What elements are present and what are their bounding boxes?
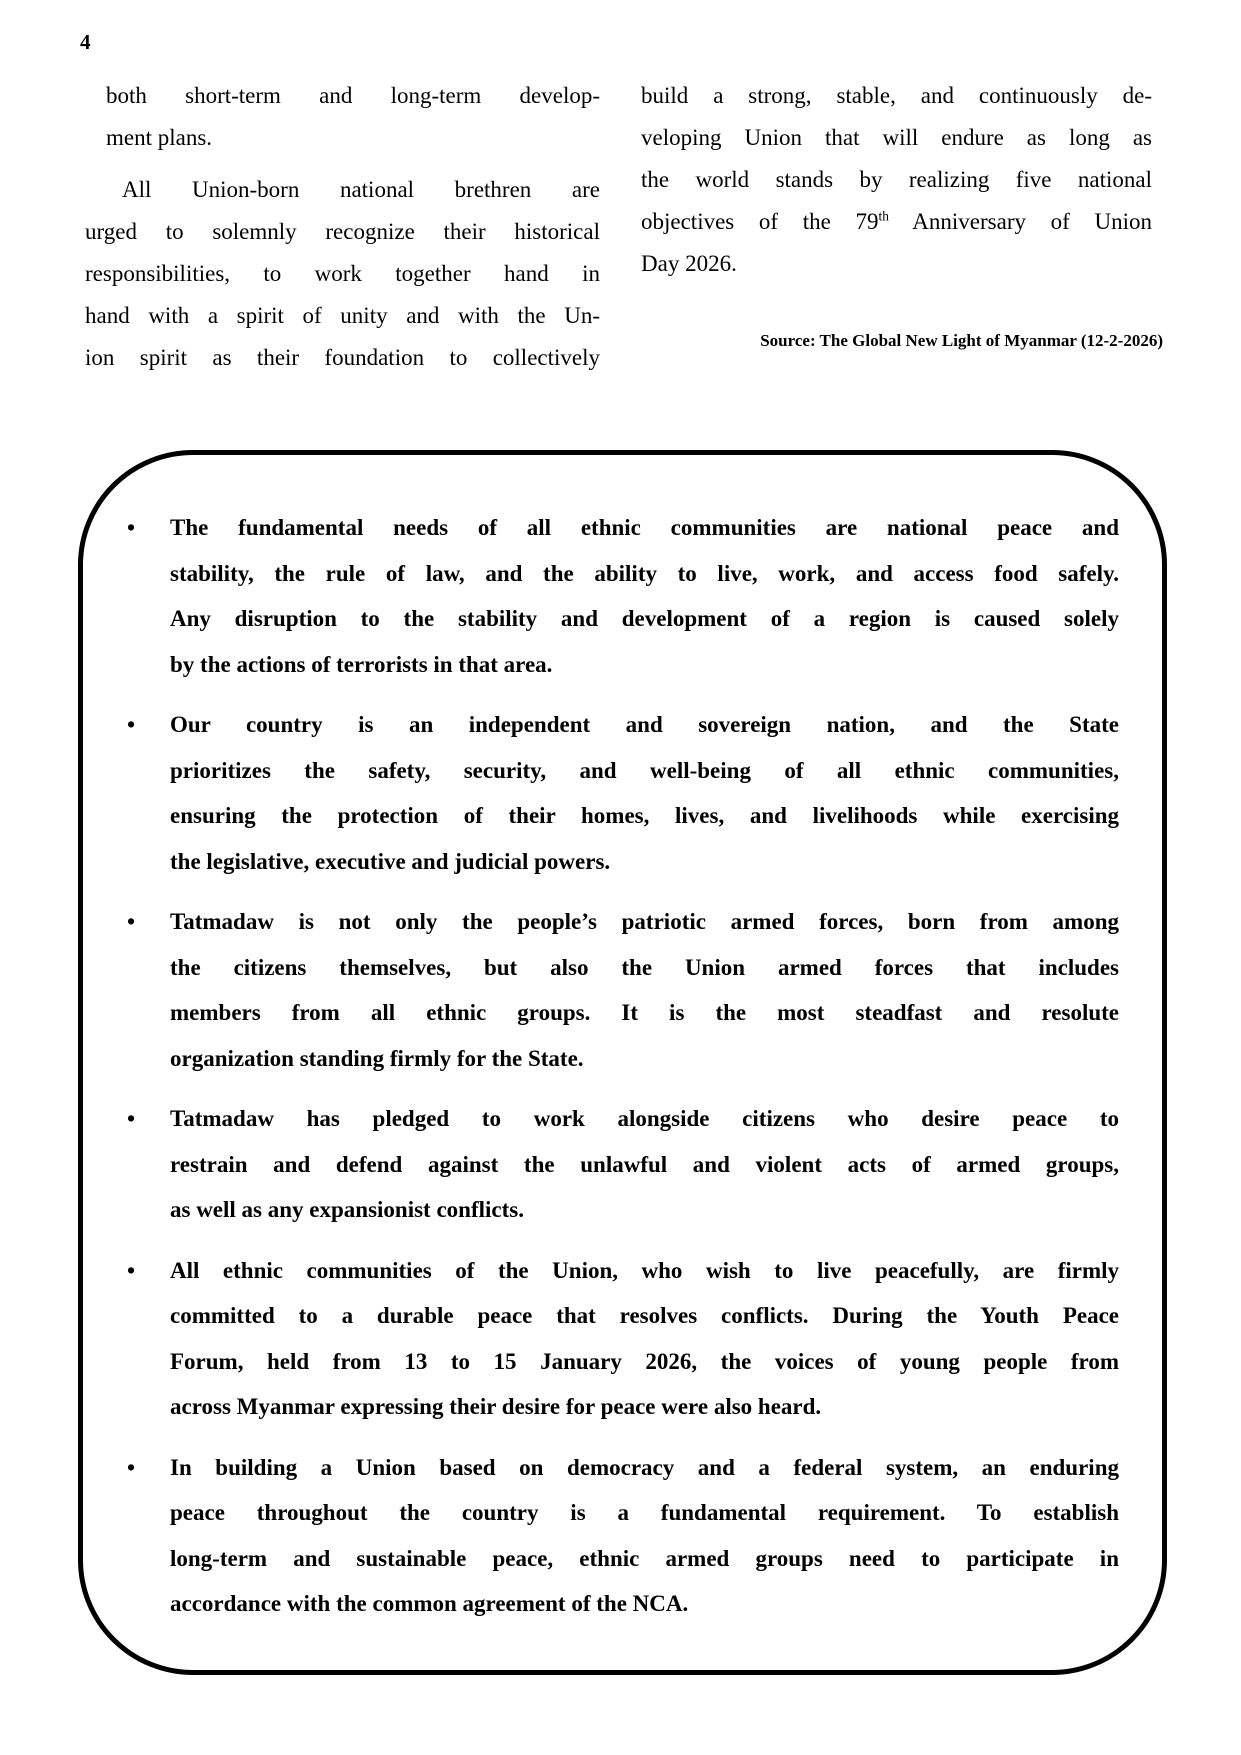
text-line-anniversary [641,201,1152,243]
bullet-icon: • [127,1454,136,1480]
text-line: ment plans. [106,125,213,150]
callout-box [78,450,1167,1675]
source-attribution: Source: The Global New Light of Myanmar (12-2-2026) [760,331,1163,350]
bullet-icon: • [127,1257,136,1283]
text-line: peace throughout the country is a fundamental requirement. To establish [170,1500,1119,1525]
bullet-item-tatmadaw-union-forces [83,899,1119,1081]
text-line: hand with a spirit of unity and with the Un- [85,303,600,328]
bullet-item-fundamental-needs [83,505,1119,687]
text-line: Any disruption to the stability and development of a region is caused solely [170,606,1119,631]
paragraph-union-born-brethren [85,169,600,379]
text-line: members from all ethnic groups. It is the most steadfast and resolute [170,1000,1119,1025]
text-line: All ethnic communities of the Union, who wish to live peacefully, are firmly [170,1257,1119,1283]
bullet-list [83,505,1162,1627]
anniversary-prefix: objectives of the 79 [641,209,879,234]
anniversary-suffix: Anniversary of Union [888,209,1152,234]
bullet-icon: • [127,1106,136,1131]
text-line: long-term and sustainable peace, ethnic armed groups need to participate in [170,1545,1119,1571]
text-line: across Myanmar expressing their desire for peace were also heard. [170,1394,822,1419]
bullet-item-sovereign-nation [83,702,1119,884]
text-line: In building a Union based on democracy and a federal system, an enduring [170,1454,1119,1480]
text-line: The fundamental needs of all ethnic communities are national peace and [170,515,1119,540]
bullet-text [170,1445,1119,1627]
bullet-text [170,702,1119,884]
text-line: stability, the rule of law, and the ability to live, work, and access food safely. [170,560,1119,586]
text-line: Tatmadaw is not only the people’s patriotic armed forces, born from among [170,909,1119,934]
bullet-item-tatmadaw-pledge [83,1096,1119,1233]
text-line: committed to a durable peace that resolves conflicts. During the Youth Peace [170,1303,1119,1328]
column-left [85,75,600,379]
text-line: build a strong, stable, and continuously de- [641,83,1152,108]
text-line: the world stands by realizing five national [641,167,1152,192]
text-line: accordance with the common agreement of the NCA. [170,1591,689,1616]
text-line: restrain and defend against the unlawful and violent acts of armed groups, [170,1151,1119,1177]
text-line: organization standing firmly for the State. [170,1045,584,1071]
text-line: veloping Union that will endure as long as [641,125,1152,150]
text-line: as well as any expansionist conflicts. [170,1197,524,1222]
text-line: the legislative, executive and judicial powers. [170,848,611,874]
ordinal-superscript: th [878,208,889,224]
text-line: urged to solemnly recognize their historical [85,219,600,244]
text-line: ensuring the protection of their homes, lives, and livelihoods while exercising [170,803,1119,828]
text-line: Day 2026. [641,251,737,276]
bullet-text [170,899,1119,1081]
text-line: Tatmadaw has pledged to work alongside citizens who desire peace to [170,1106,1119,1131]
bullet-icon: • [127,515,136,540]
column-right [641,75,1152,285]
bullet-text [170,505,1119,687]
text-line: Forum, held from 13 to 15 January 2026, the voices of young people from [170,1348,1119,1374]
text-line: prioritizes the safety, security, and well-being of all ethnic communities, [170,757,1119,783]
paragraph-development-plans [106,75,600,159]
text-line: All Union-born national brethren are [122,177,600,202]
text-line: Our country is an independent and sovereign nation, and the State [170,712,1119,737]
text-line: responsibilities, to work together hand in [85,261,600,286]
text-line: ion spirit as their foundation to collectively [85,345,600,370]
bullet-text [170,1096,1119,1233]
bullet-text [170,1248,1119,1430]
text-line: both short-term and long-term develop- [106,83,600,108]
bullet-icon: • [127,909,136,934]
text-line: the citizens themselves, but also the Union armed forces that includes [170,954,1119,980]
bullet-item-federal-union [83,1445,1119,1627]
bullet-icon: • [127,712,136,737]
bullet-item-durable-peace [83,1248,1119,1430]
page-number: 4 [80,30,91,54]
text-line: by the actions of terrorists in that area. [170,651,553,677]
